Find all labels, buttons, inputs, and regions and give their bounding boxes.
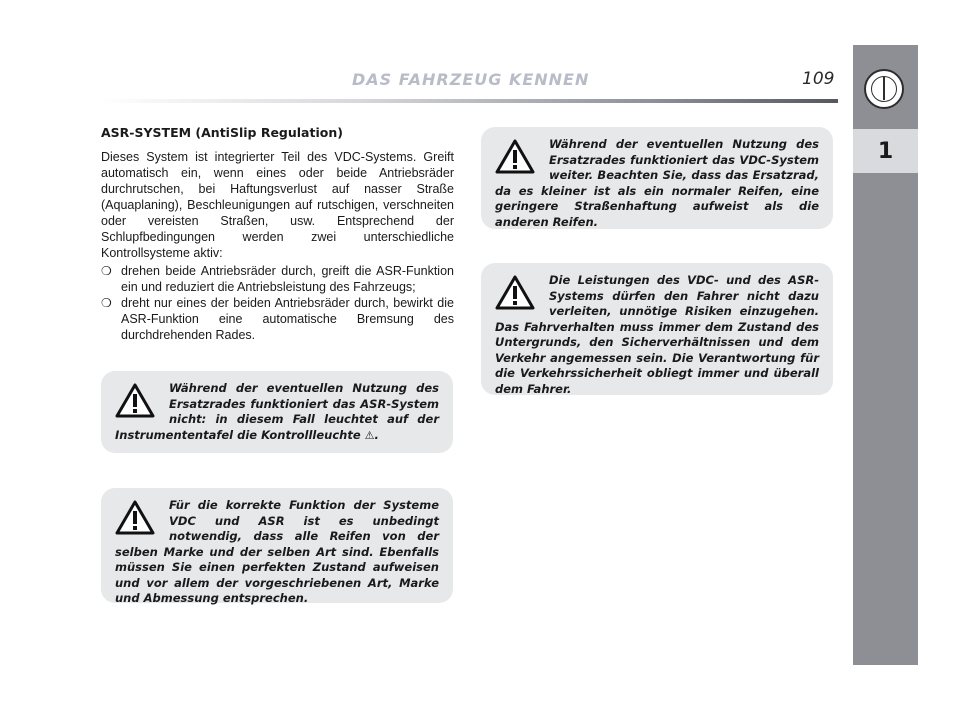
warning-triangle-icon: [115, 383, 159, 421]
warning-suffix: .: [374, 427, 379, 442]
warning-triangle-icon: [495, 275, 539, 313]
logo-emblem: [871, 76, 897, 102]
header-rule: [100, 99, 838, 103]
chapter-sidebar: [853, 45, 918, 665]
bullet-text: dreht nur eines der beiden Antriebsräder durch, bewirkt die ASR-Funktion eine automatische Bremsung des durchdrehenden Rades.: [121, 296, 454, 342]
asr-section: [101, 125, 454, 343]
warning-text: Die Leistungen des VDC- und des ASR-Systems dürfen den Fahrer nicht dazu verleiten, unnötige Risiken einzugehen. Das Fahrverhalten muss immer dem Zustand des Untergrunds, den Sicherverhältnissen und dem Verkehr angemessen sein. Die Verantwortung für die Verkehrssicherheit obliegt immer und überall dem Fahrer.: [495, 273, 819, 396]
warning-triangle-icon: [115, 500, 159, 538]
warning-box-driver-responsibility: [481, 263, 833, 395]
bullet-icon: ❍: [101, 296, 112, 310]
section-intro: Dieses System ist integrierter Teil des VDC-Systems. Greift automatisch ein, wenn eines oder beide Antriebsräder durchrutschen, bei Haftungsverlust auf nasser Straße (Aquaplaning), Beschleunigungen auf rutschigen, verschneiten oder vereisten Straßen, usw. Entsprechend der Schlupfbedingungen werden zwei unterschiedliche Kontrollsysteme aktiv:: [101, 150, 454, 260]
chapter-tab[interactable]: 1: [853, 129, 918, 173]
bullet-list: [101, 263, 454, 343]
bullet-icon: ❍: [101, 264, 112, 278]
page-number: 109: [802, 69, 835, 89]
warning-text: Während der eventuellen Nutzung des Ersatzrades funktioniert das ASR-System nicht: in diesem Fall leuchtet auf der Instrumententafel die Kontrollleuchte: [115, 381, 439, 442]
warning-box-spare-wheel-vdc: [481, 127, 833, 229]
section-heading: ASR-SYSTEM (AntiSlip Regulation): [101, 125, 343, 140]
list-item: [101, 263, 454, 295]
alfa-romeo-logo-icon: [864, 69, 904, 109]
warning-triangle-icon: [495, 139, 539, 177]
list-item: [101, 295, 454, 343]
warning-box-spare-wheel-asr: [101, 371, 453, 453]
page-title: DAS FAHRZEUG KENNEN: [352, 70, 590, 89]
warning-box-tyres: [101, 488, 453, 603]
bullet-text: drehen beide Antriebsräder durch, greift die ASR-Funktion ein und reduziert die Antriebsleistung des Fahrzeugs;: [121, 264, 454, 294]
warning-text: Während der eventuellen Nutzung des Ersatzrades funktioniert das VDC-System weiter. Beachten Sie, dass das Ersatzrad, da es kleiner ist als ein normaler Reifen, eine geringere Straßenhaftung aufweist als die anderen Reifen.: [495, 137, 819, 229]
vdc-warning-light-icon: ⚠: [364, 428, 375, 442]
warning-text: Für die korrekte Funktion der Systeme VDC und ASR ist es unbedingt notwendig, dass alle Reifen von der selben Marke und der selben Art sind. Ebenfalls müssen Sie einen perfekten Zustand aufweisen und vor allem der vorgeschriebenen Art, Marke und Abmessung entsprechen.: [115, 498, 439, 605]
